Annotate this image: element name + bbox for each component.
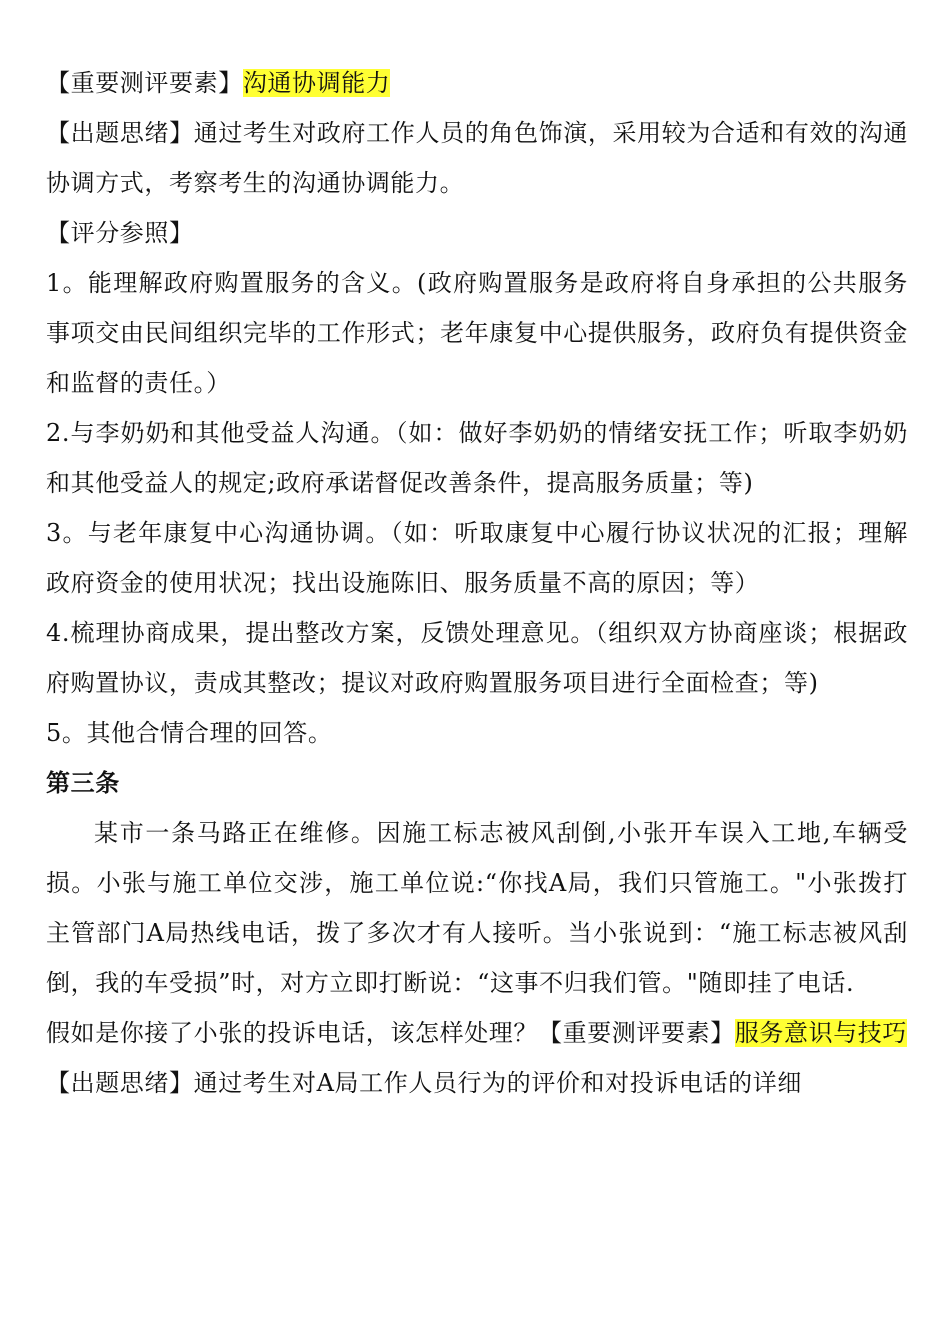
- case-body: 某市一条马路正在维修。因施工标志被风刮倒,小张开车误入工地,车辆受损。小张与施工单位交涉，施工单位说:“你找A局，我们只管施工。"小张拨打主管部门A局热线电话，拨了多次才有人接听。当小张说到：“施工标志被风刮倒，我的车受损”时，对方立即打断说：“这事不归我们管。"随即挂了电话.: [46, 819, 908, 997]
- idea-text: 通过考生对政府工作人员的角色饰演，采用较为合适和有效的沟通协调方式，考察考生的沟通协调能力。: [46, 119, 908, 197]
- factor-value-highlight-2: 服务意识与技巧: [734, 1019, 908, 1047]
- idea-label: 【出题思绪】: [46, 119, 194, 147]
- factor-value-highlight: 沟通协调能力: [242, 69, 391, 97]
- factor-label: 【重要测评要素】: [46, 69, 243, 97]
- section-heading: 第三条: [46, 768, 120, 797]
- score-item-4: 4.梳理协商成果，提出整改方案，反馈处理意见。（组织双方协商座谈；根据政府购置协议，责成其整改；提议对政府购置服务项目进行全面检查；等): [46, 619, 908, 697]
- idea-paragraph-1: [46, 108, 908, 208]
- question-text: 假如是你接了小张的投诉电话，该怎样处理？: [46, 1019, 538, 1047]
- score-item-2: 2.与李奶奶和其他受益人沟通。（如：做好李奶奶的情绪安抚工作；听取李奶奶和其他受益人的规定;政府承诺督促改善条件，提高服务质量；等): [46, 419, 908, 497]
- idea-text-2: 通过考生对A局工作人员行为的评价和对投诉电话的详细: [193, 1069, 802, 1097]
- document-page: [46, 58, 908, 1108]
- idea-label-2: 【出题思绪】: [46, 1069, 194, 1097]
- score-item-3: 3。与老年康复中心沟通协调。（如：听取康复中心履行协议状况的汇报；理解政府资金的使用状况；找出设施陈旧、服务质量不高的原因；等）: [46, 519, 908, 597]
- factor-line-1: [46, 58, 908, 108]
- score-item-1: 1。能理解政府购置服务的含义。(政府购置服务是政府将自身承担的公共服务事项交由民间组织完毕的工作形式；老年康复中心提供服务，政府负有提供资金和监督的责任。）: [46, 269, 908, 397]
- score-label: 【评分参照】: [46, 219, 194, 247]
- idea-paragraph-2: [46, 1058, 908, 1108]
- score-item-5: 5。其他合情合理的回答。: [46, 719, 333, 747]
- question-line: [46, 1008, 908, 1058]
- factor-label-2: 【重要测评要素】: [538, 1019, 735, 1047]
